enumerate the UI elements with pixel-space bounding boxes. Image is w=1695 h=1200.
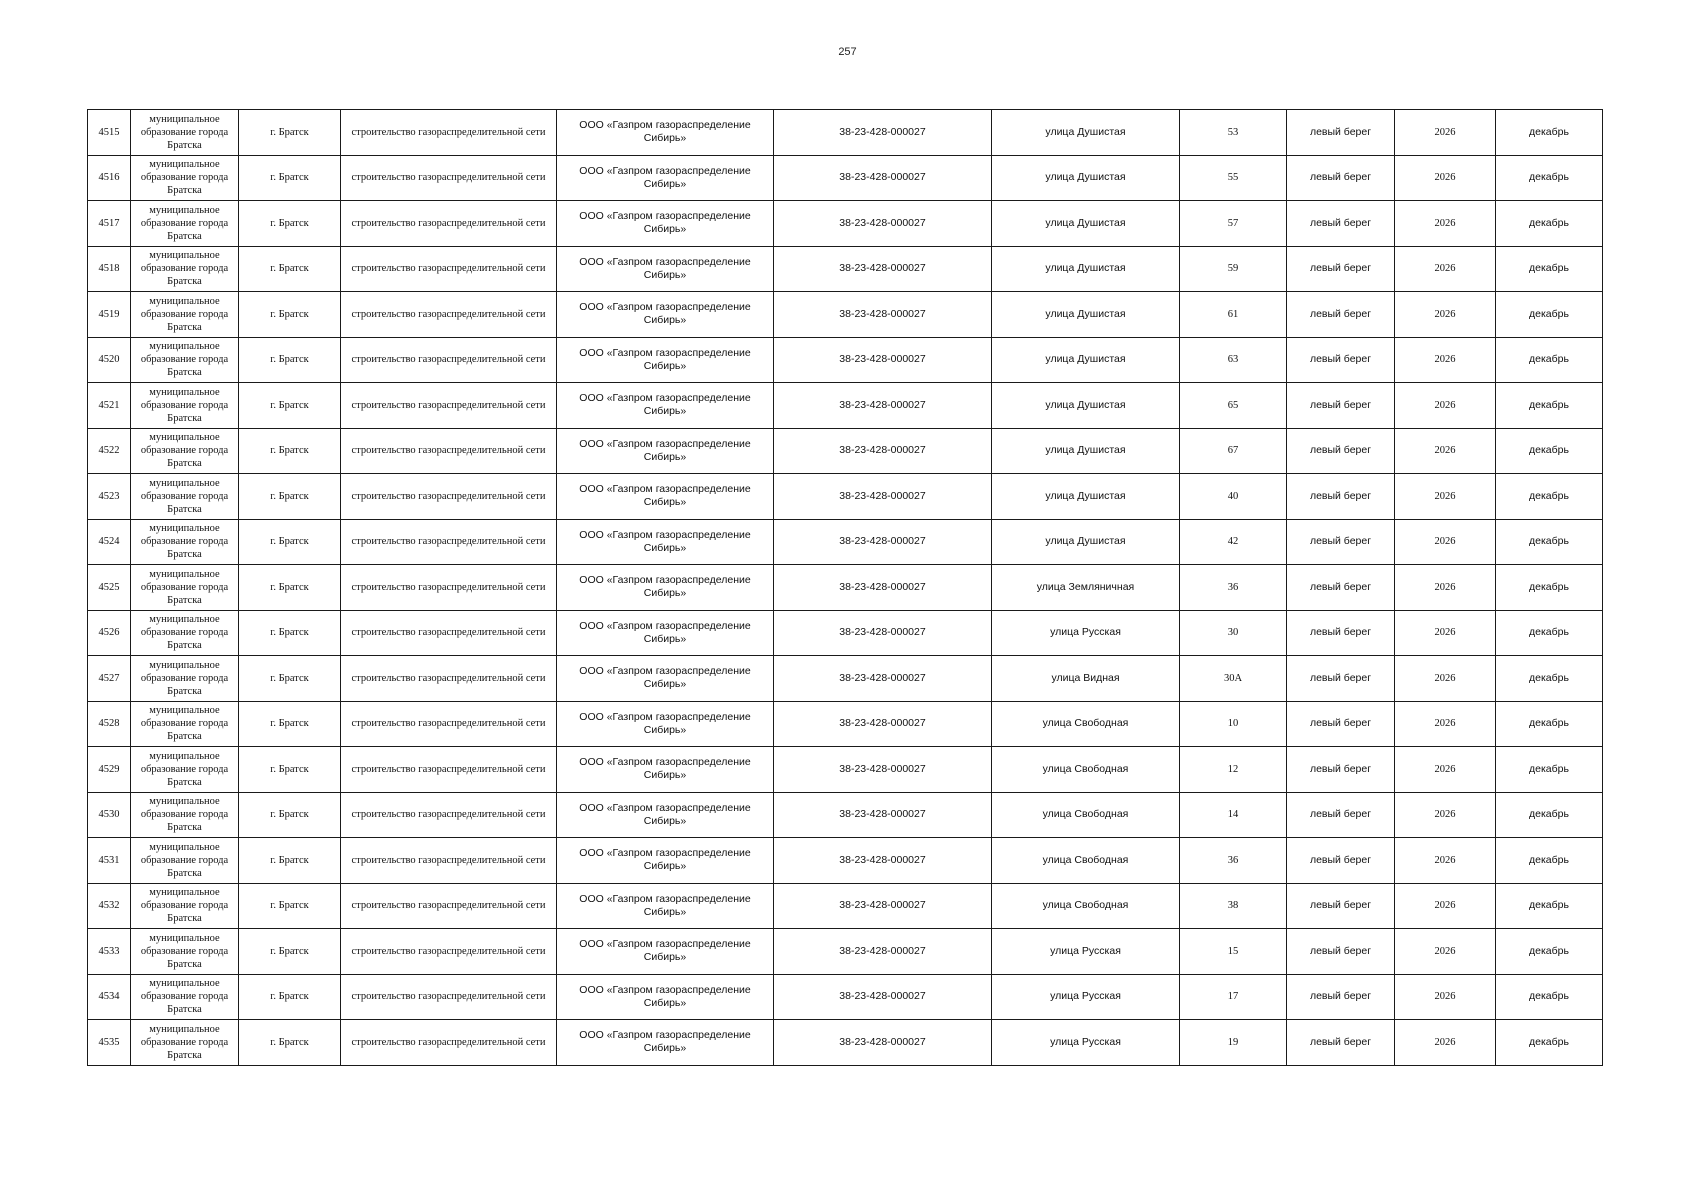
- work-type-cell: строительство газораспределительной сети: [341, 792, 557, 838]
- settlement-cell: г. Братск: [239, 519, 341, 565]
- object-code-cell: 38-23-428-000027: [774, 883, 992, 929]
- work-type-cell: строительство газораспределительной сети: [341, 929, 557, 975]
- object-code-cell: 38-23-428-000027: [774, 974, 992, 1020]
- house-number-cell: 30: [1180, 610, 1287, 656]
- row-number-cell: 4531: [88, 838, 131, 884]
- work-type-cell: строительство газораспределительной сети: [341, 519, 557, 565]
- registry-table: [87, 109, 1603, 1066]
- organization-cell: ООО «Газпром газораспределение Сибирь»: [557, 656, 774, 702]
- house-number-cell: 53: [1180, 110, 1287, 156]
- organization-cell: ООО «Газпром газораспределение Сибирь»: [557, 883, 774, 929]
- street-cell: улица Русская: [992, 1020, 1180, 1066]
- street-cell: улица Душистая: [992, 474, 1180, 520]
- year-cell: 2026: [1395, 1020, 1496, 1066]
- organization-cell: ООО «Газпром газораспределение Сибирь»: [557, 565, 774, 611]
- year-cell: 2026: [1395, 610, 1496, 656]
- year-cell: 2026: [1395, 838, 1496, 884]
- municipality-cell: муниципальное образование города Братска: [131, 155, 239, 201]
- table-row: [88, 519, 1603, 565]
- organization-cell: ООО «Газпром газораспределение Сибирь»: [557, 792, 774, 838]
- organization-cell: ООО «Газпром газораспределение Сибирь»: [557, 110, 774, 156]
- object-code-cell: 38-23-428-000027: [774, 474, 992, 520]
- table-row: [88, 838, 1603, 884]
- year-cell: 2026: [1395, 792, 1496, 838]
- month-cell: декабрь: [1496, 838, 1603, 884]
- organization-cell: ООО «Газпром газораспределение Сибирь»: [557, 428, 774, 474]
- settlement-cell: г. Братск: [239, 974, 341, 1020]
- object-code-cell: 38-23-428-000027: [774, 292, 992, 338]
- month-cell: декабрь: [1496, 792, 1603, 838]
- settlement-cell: г. Братск: [239, 474, 341, 520]
- street-cell: улица Видная: [992, 656, 1180, 702]
- municipality-cell: муниципальное образование города Братска: [131, 1020, 239, 1066]
- month-cell: декабрь: [1496, 701, 1603, 747]
- work-type-cell: строительство газораспределительной сети: [341, 383, 557, 429]
- organization-cell: ООО «Газпром газораспределение Сибирь»: [557, 701, 774, 747]
- settlement-cell: г. Братск: [239, 929, 341, 975]
- row-number-cell: 4532: [88, 883, 131, 929]
- organization-cell: ООО «Газпром газораспределение Сибирь»: [557, 1020, 774, 1066]
- municipality-cell: муниципальное образование города Братска: [131, 201, 239, 247]
- work-type-cell: строительство газораспределительной сети: [341, 246, 557, 292]
- year-cell: 2026: [1395, 383, 1496, 429]
- row-number-cell: 4527: [88, 656, 131, 702]
- settlement-cell: г. Братск: [239, 565, 341, 611]
- work-type-cell: строительство газораспределительной сети: [341, 155, 557, 201]
- house-number-cell: 36: [1180, 838, 1287, 884]
- year-cell: 2026: [1395, 246, 1496, 292]
- organization-cell: ООО «Газпром газораспределение Сибирь»: [557, 155, 774, 201]
- municipality-cell: муниципальное образование города Братска: [131, 656, 239, 702]
- house-number-cell: 12: [1180, 747, 1287, 793]
- work-type-cell: строительство газораспределительной сети: [341, 701, 557, 747]
- month-cell: декабрь: [1496, 929, 1603, 975]
- house-number-cell: 38: [1180, 883, 1287, 929]
- organization-cell: ООО «Газпром газораспределение Сибирь»: [557, 747, 774, 793]
- house-number-cell: 61: [1180, 292, 1287, 338]
- work-type-cell: строительство газораспределительной сети: [341, 974, 557, 1020]
- work-type-cell: строительство газораспределительной сети: [341, 428, 557, 474]
- river-bank-cell: левый берег: [1287, 610, 1395, 656]
- street-cell: улица Душистая: [992, 428, 1180, 474]
- settlement-cell: г. Братск: [239, 428, 341, 474]
- settlement-cell: г. Братск: [239, 155, 341, 201]
- house-number-cell: 17: [1180, 974, 1287, 1020]
- river-bank-cell: левый берег: [1287, 883, 1395, 929]
- municipality-cell: муниципальное образование города Братска: [131, 974, 239, 1020]
- street-cell: улица Душистая: [992, 201, 1180, 247]
- river-bank-cell: левый берег: [1287, 337, 1395, 383]
- street-cell: улица Земляничная: [992, 565, 1180, 611]
- river-bank-cell: левый берег: [1287, 428, 1395, 474]
- municipality-cell: муниципальное образование города Братска: [131, 337, 239, 383]
- organization-cell: ООО «Газпром газораспределение Сибирь»: [557, 383, 774, 429]
- row-number-cell: 4517: [88, 201, 131, 247]
- object-code-cell: 38-23-428-000027: [774, 747, 992, 793]
- year-cell: 2026: [1395, 428, 1496, 474]
- organization-cell: ООО «Газпром газораспределение Сибирь»: [557, 929, 774, 975]
- street-cell: улица Свободная: [992, 747, 1180, 793]
- object-code-cell: 38-23-428-000027: [774, 201, 992, 247]
- work-type-cell: строительство газораспределительной сети: [341, 292, 557, 338]
- row-number-cell: 4520: [88, 337, 131, 383]
- organization-cell: ООО «Газпром газораспределение Сибирь»: [557, 610, 774, 656]
- house-number-cell: 10: [1180, 701, 1287, 747]
- row-number-cell: 4533: [88, 929, 131, 975]
- municipality-cell: муниципальное образование города Братска: [131, 292, 239, 338]
- house-number-cell: 36: [1180, 565, 1287, 611]
- house-number-cell: 65: [1180, 383, 1287, 429]
- work-type-cell: строительство газораспределительной сети: [341, 610, 557, 656]
- street-cell: улица Русская: [992, 929, 1180, 975]
- object-code-cell: 38-23-428-000027: [774, 383, 992, 429]
- organization-cell: ООО «Газпром газораспределение Сибирь»: [557, 838, 774, 884]
- river-bank-cell: левый берег: [1287, 929, 1395, 975]
- municipality-cell: муниципальное образование города Братска: [131, 246, 239, 292]
- house-number-cell: 67: [1180, 428, 1287, 474]
- work-type-cell: строительство газораспределительной сети: [341, 337, 557, 383]
- month-cell: декабрь: [1496, 201, 1603, 247]
- river-bank-cell: левый берег: [1287, 155, 1395, 201]
- municipality-cell: муниципальное образование города Братска: [131, 929, 239, 975]
- month-cell: декабрь: [1496, 474, 1603, 520]
- row-number-cell: 4529: [88, 747, 131, 793]
- table-row: [88, 610, 1603, 656]
- street-cell: улица Русская: [992, 610, 1180, 656]
- row-number-cell: 4515: [88, 110, 131, 156]
- year-cell: 2026: [1395, 656, 1496, 702]
- municipality-cell: муниципальное образование города Братска: [131, 519, 239, 565]
- house-number-cell: 59: [1180, 246, 1287, 292]
- house-number-cell: 40: [1180, 474, 1287, 520]
- house-number-cell: 15: [1180, 929, 1287, 975]
- river-bank-cell: левый берег: [1287, 565, 1395, 611]
- month-cell: декабрь: [1496, 383, 1603, 429]
- row-number-cell: 4530: [88, 792, 131, 838]
- municipality-cell: муниципальное образование города Братска: [131, 883, 239, 929]
- organization-cell: ООО «Газпром газораспределение Сибирь»: [557, 246, 774, 292]
- object-code-cell: 38-23-428-000027: [774, 428, 992, 474]
- object-code-cell: 38-23-428-000027: [774, 155, 992, 201]
- work-type-cell: строительство газораспределительной сети: [341, 838, 557, 884]
- settlement-cell: г. Братск: [239, 201, 341, 247]
- table-row: [88, 1020, 1603, 1066]
- year-cell: 2026: [1395, 292, 1496, 338]
- river-bank-cell: левый берег: [1287, 519, 1395, 565]
- year-cell: 2026: [1395, 337, 1496, 383]
- river-bank-cell: левый берег: [1287, 656, 1395, 702]
- street-cell: улица Свободная: [992, 883, 1180, 929]
- street-cell: улица Русская: [992, 974, 1180, 1020]
- organization-cell: ООО «Газпром газораспределение Сибирь»: [557, 974, 774, 1020]
- settlement-cell: г. Братск: [239, 747, 341, 793]
- street-cell: улица Свободная: [992, 838, 1180, 884]
- river-bank-cell: левый берег: [1287, 1020, 1395, 1066]
- month-cell: декабрь: [1496, 292, 1603, 338]
- table-row: [88, 656, 1603, 702]
- work-type-cell: строительство газораспределительной сети: [341, 201, 557, 247]
- river-bank-cell: левый берег: [1287, 474, 1395, 520]
- table-row: [88, 747, 1603, 793]
- house-number-cell: 19: [1180, 1020, 1287, 1066]
- object-code-cell: 38-23-428-000027: [774, 246, 992, 292]
- object-code-cell: 38-23-428-000027: [774, 838, 992, 884]
- house-number-cell: 42: [1180, 519, 1287, 565]
- river-bank-cell: левый берег: [1287, 246, 1395, 292]
- table-row: [88, 337, 1603, 383]
- work-type-cell: строительство газораспределительной сети: [341, 1020, 557, 1066]
- year-cell: 2026: [1395, 201, 1496, 247]
- year-cell: 2026: [1395, 747, 1496, 793]
- row-number-cell: 4516: [88, 155, 131, 201]
- row-number-cell: 4525: [88, 565, 131, 611]
- row-number-cell: 4526: [88, 610, 131, 656]
- municipality-cell: муниципальное образование города Братска: [131, 565, 239, 611]
- row-number-cell: 4518: [88, 246, 131, 292]
- table-row: [88, 883, 1603, 929]
- month-cell: декабрь: [1496, 110, 1603, 156]
- river-bank-cell: левый берег: [1287, 110, 1395, 156]
- object-code-cell: 38-23-428-000027: [774, 1020, 992, 1066]
- house-number-cell: 57: [1180, 201, 1287, 247]
- year-cell: 2026: [1395, 974, 1496, 1020]
- row-number-cell: 4522: [88, 428, 131, 474]
- river-bank-cell: левый берег: [1287, 701, 1395, 747]
- settlement-cell: г. Братск: [239, 701, 341, 747]
- month-cell: декабрь: [1496, 1020, 1603, 1066]
- municipality-cell: муниципальное образование города Братска: [131, 474, 239, 520]
- house-number-cell: 14: [1180, 792, 1287, 838]
- object-code-cell: 38-23-428-000027: [774, 565, 992, 611]
- month-cell: декабрь: [1496, 428, 1603, 474]
- river-bank-cell: левый берег: [1287, 292, 1395, 338]
- month-cell: декабрь: [1496, 519, 1603, 565]
- month-cell: декабрь: [1496, 656, 1603, 702]
- settlement-cell: г. Братск: [239, 656, 341, 702]
- work-type-cell: строительство газораспределительной сети: [341, 474, 557, 520]
- settlement-cell: г. Братск: [239, 883, 341, 929]
- river-bank-cell: левый берег: [1287, 974, 1395, 1020]
- object-code-cell: 38-23-428-000027: [774, 337, 992, 383]
- settlement-cell: г. Братск: [239, 1020, 341, 1066]
- street-cell: улица Свободная: [992, 792, 1180, 838]
- river-bank-cell: левый берег: [1287, 383, 1395, 429]
- table-row: [88, 383, 1603, 429]
- street-cell: улица Душистая: [992, 292, 1180, 338]
- street-cell: улица Душистая: [992, 110, 1180, 156]
- settlement-cell: г. Братск: [239, 383, 341, 429]
- table-row: [88, 292, 1603, 338]
- month-cell: декабрь: [1496, 246, 1603, 292]
- work-type-cell: строительство газораспределительной сети: [341, 565, 557, 611]
- work-type-cell: строительство газораспределительной сети: [341, 110, 557, 156]
- object-code-cell: 38-23-428-000027: [774, 792, 992, 838]
- row-number-cell: 4521: [88, 383, 131, 429]
- month-cell: декабрь: [1496, 747, 1603, 793]
- row-number-cell: 4534: [88, 974, 131, 1020]
- month-cell: декабрь: [1496, 565, 1603, 611]
- year-cell: 2026: [1395, 565, 1496, 611]
- settlement-cell: г. Братск: [239, 337, 341, 383]
- municipality-cell: муниципальное образование города Братска: [131, 383, 239, 429]
- municipality-cell: муниципальное образование города Братска: [131, 838, 239, 884]
- municipality-cell: муниципальное образование города Братска: [131, 110, 239, 156]
- street-cell: улица Душистая: [992, 519, 1180, 565]
- table-row: [88, 428, 1603, 474]
- street-cell: улица Душистая: [992, 155, 1180, 201]
- settlement-cell: г. Братск: [239, 610, 341, 656]
- table-row: [88, 792, 1603, 838]
- year-cell: 2026: [1395, 519, 1496, 565]
- street-cell: улица Свободная: [992, 701, 1180, 747]
- year-cell: 2026: [1395, 110, 1496, 156]
- year-cell: 2026: [1395, 929, 1496, 975]
- river-bank-cell: левый берег: [1287, 201, 1395, 247]
- organization-cell: ООО «Газпром газораспределение Сибирь»: [557, 474, 774, 520]
- table-row: [88, 929, 1603, 975]
- river-bank-cell: левый берег: [1287, 747, 1395, 793]
- month-cell: декабрь: [1496, 974, 1603, 1020]
- river-bank-cell: левый берег: [1287, 792, 1395, 838]
- registry-table-body: [88, 110, 1603, 1066]
- organization-cell: ООО «Газпром газораспределение Сибирь»: [557, 292, 774, 338]
- year-cell: 2026: [1395, 701, 1496, 747]
- month-cell: декабрь: [1496, 155, 1603, 201]
- street-cell: улица Душистая: [992, 337, 1180, 383]
- month-cell: декабрь: [1496, 337, 1603, 383]
- work-type-cell: строительство газораспределительной сети: [341, 747, 557, 793]
- month-cell: декабрь: [1496, 610, 1603, 656]
- object-code-cell: 38-23-428-000027: [774, 929, 992, 975]
- table-row: [88, 155, 1603, 201]
- year-cell: 2026: [1395, 883, 1496, 929]
- settlement-cell: г. Братск: [239, 246, 341, 292]
- house-number-cell: 30А: [1180, 656, 1287, 702]
- work-type-cell: строительство газораспределительной сети: [341, 656, 557, 702]
- year-cell: 2026: [1395, 474, 1496, 520]
- house-number-cell: 55: [1180, 155, 1287, 201]
- municipality-cell: муниципальное образование города Братска: [131, 610, 239, 656]
- row-number-cell: 4523: [88, 474, 131, 520]
- river-bank-cell: левый берег: [1287, 838, 1395, 884]
- organization-cell: ООО «Газпром газораспределение Сибирь»: [557, 337, 774, 383]
- object-code-cell: 38-23-428-000027: [774, 610, 992, 656]
- month-cell: декабрь: [1496, 883, 1603, 929]
- municipality-cell: муниципальное образование города Братска: [131, 701, 239, 747]
- page-number: 257: [838, 46, 857, 58]
- street-cell: улица Душистая: [992, 246, 1180, 292]
- settlement-cell: г. Братск: [239, 792, 341, 838]
- object-code-cell: 38-23-428-000027: [774, 519, 992, 565]
- row-number-cell: 4524: [88, 519, 131, 565]
- table-row: [88, 474, 1603, 520]
- organization-cell: ООО «Газпром газораспределение Сибирь»: [557, 519, 774, 565]
- organization-cell: ООО «Газпром газораспределение Сибирь»: [557, 201, 774, 247]
- municipality-cell: муниципальное образование города Братска: [131, 428, 239, 474]
- object-code-cell: 38-23-428-000027: [774, 701, 992, 747]
- house-number-cell: 63: [1180, 337, 1287, 383]
- table-row: [88, 974, 1603, 1020]
- object-code-cell: 38-23-428-000027: [774, 110, 992, 156]
- object-code-cell: 38-23-428-000027: [774, 656, 992, 702]
- street-cell: улица Душистая: [992, 383, 1180, 429]
- municipality-cell: муниципальное образование города Братска: [131, 747, 239, 793]
- table-row: [88, 246, 1603, 292]
- settlement-cell: г. Братск: [239, 838, 341, 884]
- table-row: [88, 201, 1603, 247]
- settlement-cell: г. Братск: [239, 110, 341, 156]
- work-type-cell: строительство газораспределительной сети: [341, 883, 557, 929]
- table-row: [88, 110, 1603, 156]
- row-number-cell: 4535: [88, 1020, 131, 1066]
- table-row: [88, 701, 1603, 747]
- municipality-cell: муниципальное образование города Братска: [131, 792, 239, 838]
- row-number-cell: 4519: [88, 292, 131, 338]
- year-cell: 2026: [1395, 155, 1496, 201]
- table-row: [88, 565, 1603, 611]
- settlement-cell: г. Братск: [239, 292, 341, 338]
- row-number-cell: 4528: [88, 701, 131, 747]
